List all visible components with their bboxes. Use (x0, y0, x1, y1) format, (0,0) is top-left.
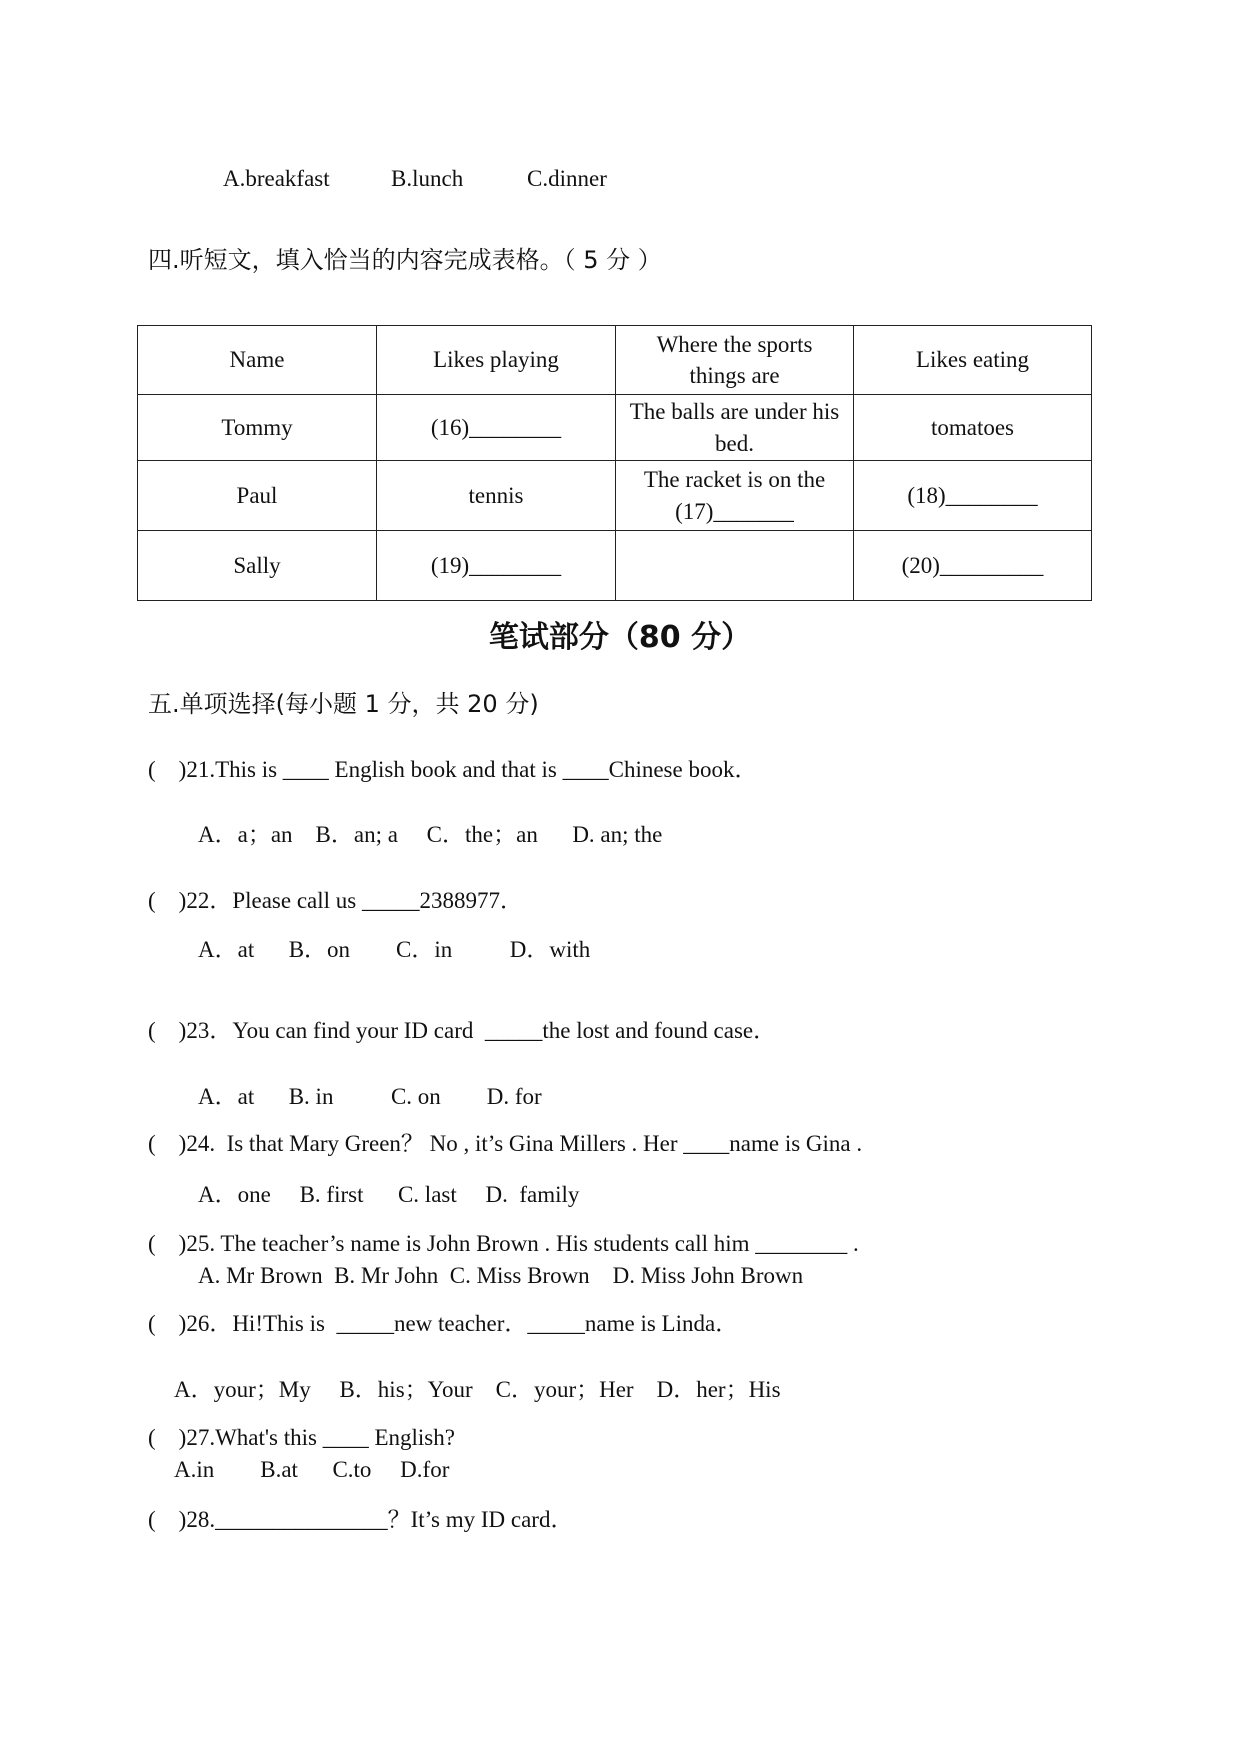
table-cell: Sally (138, 531, 377, 601)
table-cell: tomatoes (854, 395, 1092, 461)
question-26-options: A．your；My B．his；Your C．your；Her D．her；His (174, 1377, 781, 1402)
table-cell: (18)________ (854, 461, 1092, 531)
question-27-stem: ( )27.What's this ____ English? (148, 1425, 455, 1450)
listening-table (137, 325, 1092, 601)
table-cell: The racket is on the (17)_______ (616, 461, 854, 531)
table-cell (616, 531, 854, 601)
table-cell: tennis (377, 461, 616, 531)
question-25-options: A. Mr Brown B. Mr John C. Miss Brown D. Miss John Brown (198, 1263, 804, 1288)
table-row (138, 461, 1092, 531)
question-26-stem: ( )26．Hi!This is _____new teacher．_____name is Linda． (148, 1311, 739, 1336)
table-row (138, 531, 1092, 601)
table-cell: Tommy (138, 395, 377, 461)
question-23-stem: ( )23．You can find your ID card _____the lost and found case． (148, 1018, 777, 1043)
header-where-sports-things: Where the sports things are (616, 326, 854, 395)
header-name: Name (138, 326, 377, 395)
header-likes-eating: Likes eating (854, 326, 1092, 395)
question-22-options: A．at B．on C．in D．with (198, 937, 591, 962)
table-cell: (19)________ (377, 531, 616, 601)
question-24-options: A．one B. first C. last D. family (198, 1182, 580, 1207)
q20-option-c: C.dinner (527, 166, 607, 191)
q20-option-a: A.breakfast (223, 166, 330, 191)
table-cell: Paul (138, 461, 377, 531)
question-25-stem: ( )25. The teacher’s name is John Brown . His students call him ________ . (148, 1231, 859, 1256)
question-21-stem: ( )21.This is ____ English book and that is ____Chinese book． (148, 757, 758, 782)
question-27-options: A.in B.at C.to D.for (174, 1457, 450, 1482)
q20-option-b: B.lunch (391, 166, 464, 191)
question-23-options: A．at B. in C. on D. for (198, 1084, 542, 1109)
question-24-stem: ( )24. Is that Mary Green？ No , it’s Gina Millers . Her ____name is Gina . (148, 1131, 863, 1156)
question-22-stem: ( )22．Please call us _____2388977． (148, 888, 523, 913)
header-likes-playing: Likes playing (377, 326, 616, 395)
table-cell: (20)_________ (854, 531, 1092, 601)
table-cell: (16)________ (377, 395, 616, 461)
section5-title: 五.单项选择(每小题 1 分，共 20 分) (148, 690, 539, 718)
question-21-options: A．a；an B．an; a C．the；an D. an; the (198, 822, 663, 847)
table-header-row (138, 326, 1092, 395)
written-part-title: 笔试部分（80 分） (488, 620, 752, 655)
question-28-stem: ( )28._______________？It’s my ID card． (148, 1507, 574, 1532)
section4-title: 四.听短文，填入恰当的内容完成表格。（ 5 分 ） (148, 246, 662, 274)
table-row (138, 395, 1092, 461)
table-cell: The balls are under his bed. (616, 395, 854, 461)
